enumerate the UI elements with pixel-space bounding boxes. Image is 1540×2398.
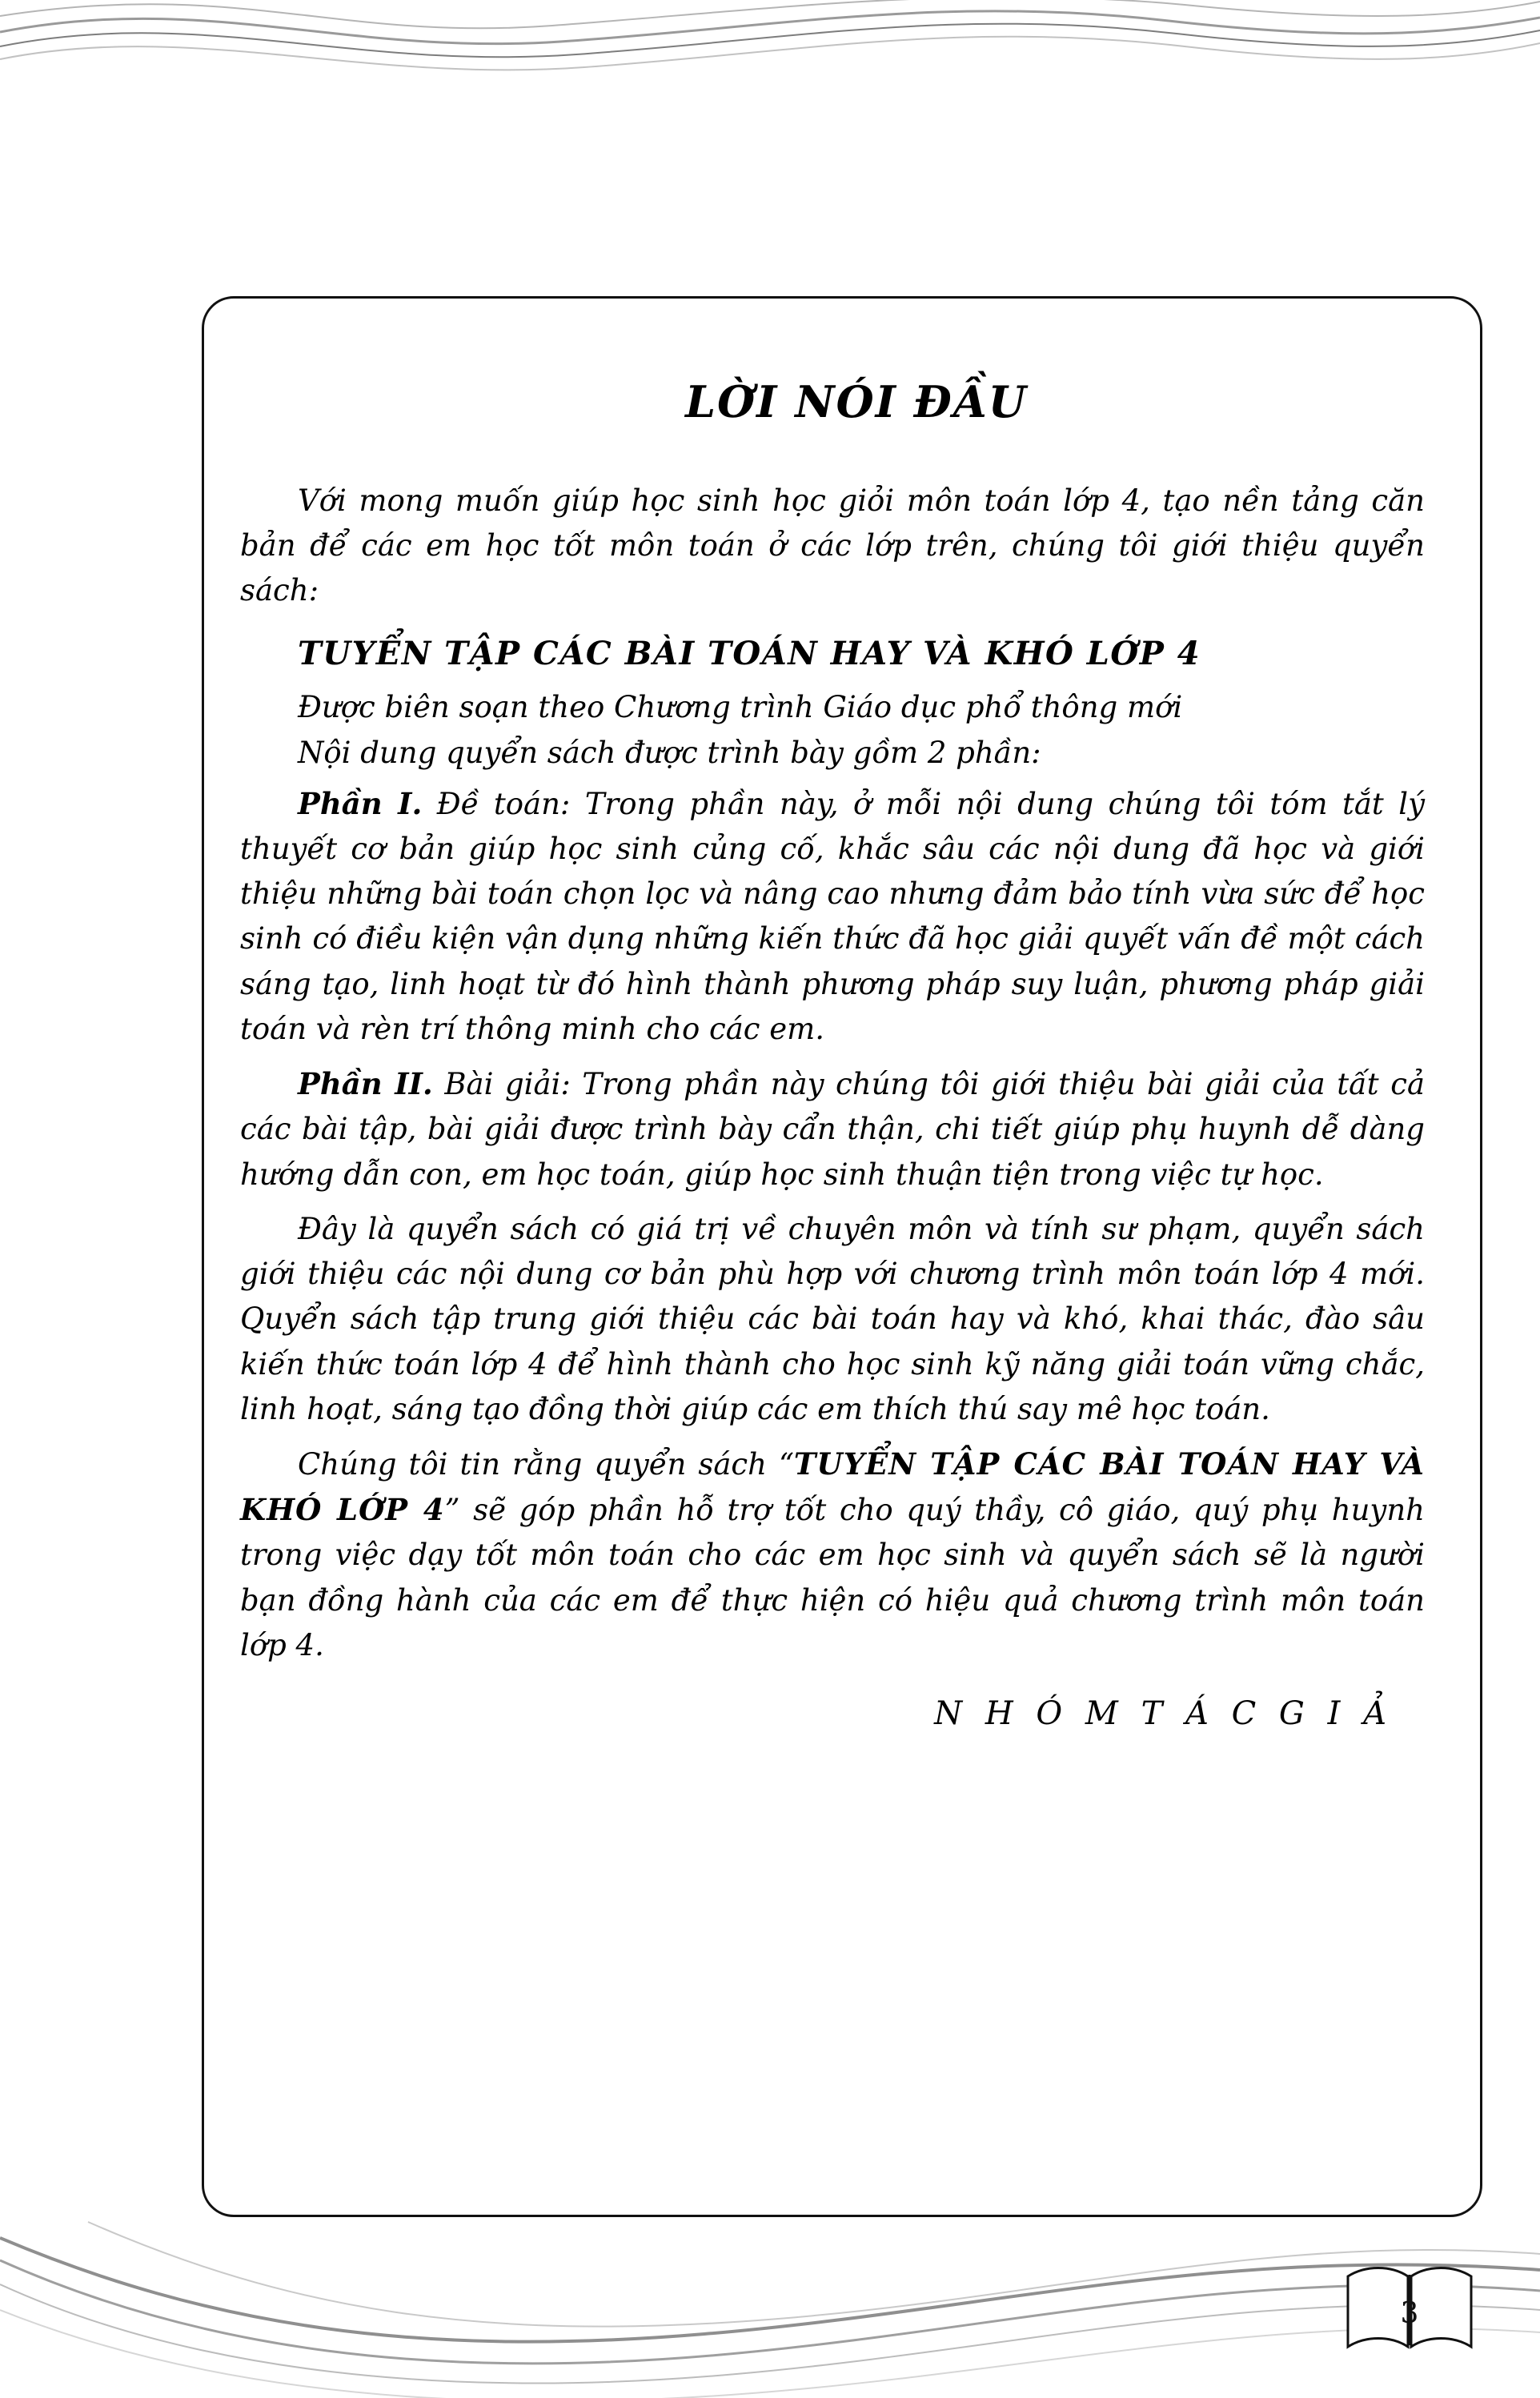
page-number: 3 <box>1400 2297 1419 2330</box>
value-paragraph: Đây là quyển sách có giá trị về chuyên môn và tính sư phạm, quyển sách giới thiệu các nội dung cơ bản phù hợp với chương trình môn toán lớp 4 mới. Quyển sách tập trung giới thiệu các bài toán hay và khó, khai thác, đào sâu kiến thức toán lớp 4 để hình thành cho học sinh kỹ năng giải toán vững chắc, linh hoạt, sáng tạo đồng thời giúp các em thích thú say mê học toán. <box>240 1211 1425 1426</box>
page-title: LỜI NÓI ĐẦU <box>685 376 1028 427</box>
top-wave-decoration <box>0 0 1540 104</box>
page-number-badge <box>1341 2262 1478 2356</box>
curriculum-note: Được biên soạn theo Chương trình Giáo dục phổ thông mới <box>298 689 1183 724</box>
part-one-label: Phần I. <box>298 785 423 821</box>
closing-book-title: TUYỂN TẬP CÁC BÀI TOÁN HAY VÀ KHÓ LỚP 4 <box>240 1446 1425 1528</box>
author-signature: N H Ó M T Á C G I Ả <box>934 1695 1393 1733</box>
closing-post-text: ” sẽ góp phần hỗ trợ tốt cho quý thầy, cô giáo, quý phụ huynh trong việc dạy tốt môn toán cho các em học sinh và quyển sách sẽ là người bạn đồng hành của các em để thực hiện có hiệu quả chương trình môn toán lớp 4. <box>240 1493 1425 1662</box>
part-two-label: Phần II. <box>298 1066 433 1102</box>
closing-paragraph <box>240 1442 1425 1668</box>
part-two-text: Bài giải: Trong phần này chúng tôi giới thiệu bài giải của tất cả các bài tập, bài giải được trình bày cẩn thận, chi tiết giúp phụ huynh dễ dàng hướng dẫn con, em học toán, giúp học sinh thuận tiện trong việc tự học. <box>240 1067 1425 1192</box>
book-title-line: TUYỂN TẬP CÁC BÀI TOÁN HAY VÀ KHÓ LỚP 4 <box>298 634 1201 672</box>
closing-pre-text: Chúng tôi tin rằng quyển sách “ <box>298 1446 794 1482</box>
part-two-paragraph <box>240 1061 1425 1197</box>
document-content <box>232 376 1449 1732</box>
part-one-text: Đề toán: Trong phần này, ở mỗi nội dung chúng tôi tóm tắt lý thuyết cơ bản giúp học sinh củng cố, khắc sâu các nội dung đã học và giới thiệu những bài toán chọn lọc và nâng cao nhưng đảm bảo tính vừa sức để học sinh có điều kiện vận dụng những kiến thức đã học giải quyết vấn đề một cách sáng tạo, linh hoạt từ đó hình thành phương pháp suy luận, phương pháp giải toán và rèn trí thông minh cho các em. <box>240 786 1425 1046</box>
bottom-wave-decoration <box>0 2214 1540 2398</box>
structure-note: Nội dung quyển sách được trình bày gồm 2 phần: <box>298 735 1041 770</box>
part-one-paragraph <box>240 781 1425 1052</box>
intro-paragraph: Với mong muốn giúp học sinh học giỏi môn toán lớp 4, tạo nền tảng căn bản để các em học tốt môn toán ở các lớp trên, chúng tôi giới thiệu quyển sách: <box>240 483 1425 608</box>
